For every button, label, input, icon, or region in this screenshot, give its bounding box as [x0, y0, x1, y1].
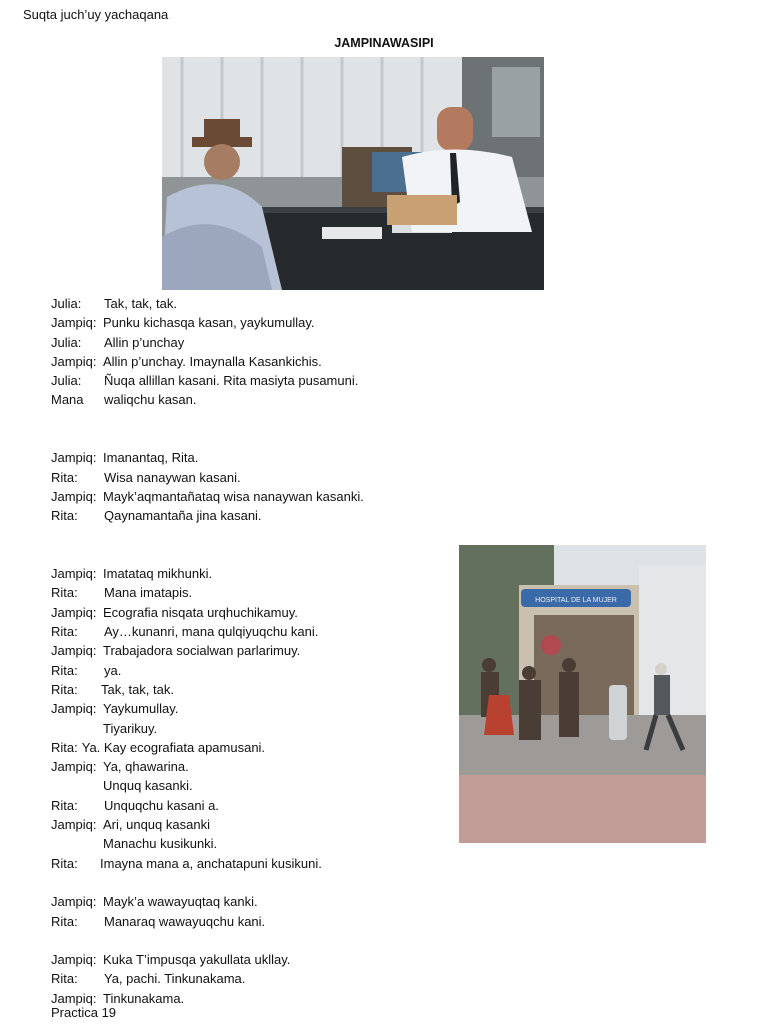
- speaker-label: Jampiq:: [51, 450, 97, 466]
- blank-line: [51, 410, 451, 429]
- dialogue-line: [51, 333, 451, 352]
- dialogue-text: Allin p’unchay: [104, 334, 185, 350]
- dialogue-line: [51, 719, 451, 738]
- hospital-sign-text: HOSPITAL DE LA MUJER: [535, 597, 617, 604]
- dialogue-line: [51, 294, 451, 313]
- speaker-label: Julia:: [51, 334, 82, 350]
- dialogue-text: Unquq kasanki.: [103, 778, 193, 794]
- dialogue-line: [51, 950, 451, 969]
- dialogue-text: Tiyarikuy.: [103, 720, 158, 736]
- dialogue-text: Ecografia nisqata urqhuchikamuy.: [103, 604, 298, 620]
- dialogue-line: [51, 371, 451, 390]
- dialogue-text: Ñuqa allillan kasani. Rita masiyta pusamuni.: [104, 373, 359, 389]
- dialogue-text: Yaykumullay.: [103, 701, 179, 717]
- dialogue-text: Mayk’a wawayuqtaq kanki.: [103, 894, 258, 910]
- dialogue-line: [51, 757, 451, 776]
- dialogue-line: [51, 912, 451, 931]
- dialogue-text: waliqchu kasan.: [104, 392, 197, 408]
- dialogue-line: [51, 352, 451, 371]
- dialogue-line: [51, 448, 451, 467]
- dialogue-text: Ya, pachi. Tinkunakama.: [104, 971, 246, 987]
- dialogue-text: Trabajadora socialwan parlarimuy.: [103, 643, 301, 659]
- dialogue-text: Ya, qhawarina.: [103, 759, 189, 775]
- dialogue-text: Ya. Kay ecografiata apamusani.: [81, 739, 266, 755]
- speaker-label: Rita:: [51, 662, 78, 678]
- blank-line: [51, 545, 451, 564]
- speaker-label: Rita:: [51, 739, 78, 755]
- dialogue-line: [51, 738, 451, 757]
- dialogue-line: [51, 313, 451, 332]
- dialogue-text: Allin p’unchay. Imaynalla Kasankichis.: [103, 353, 322, 369]
- dialogue-text: Mayk’aqmantañataq wisa nanaywan kasanki.: [103, 488, 364, 504]
- page-footer: Practica 19: [51, 1005, 117, 1020]
- speaker-label: Jampiq:: [51, 701, 97, 717]
- dialogue-line: [51, 661, 451, 680]
- speaker-label: Rita:: [51, 797, 78, 813]
- speaker-label: Jampiq:: [51, 566, 97, 582]
- dialogue-line: [51, 680, 451, 699]
- clinic-office-photo: [162, 57, 544, 290]
- speaker-label: Jampiq:: [51, 817, 97, 833]
- blank-line: [51, 931, 451, 950]
- dialogue-line: [51, 506, 451, 525]
- dialogue-text: Tak, tak, tak.: [101, 681, 174, 697]
- dialogue-text: Imanantaq, Rita.: [103, 450, 199, 466]
- speaker-label: Mana: [51, 392, 84, 408]
- speaker-label: Rita:: [51, 508, 78, 524]
- speaker-label: Jampiq:: [51, 894, 97, 910]
- speaker-label: Rita:: [51, 855, 78, 871]
- dialogue-text: Manachu kusikunki.: [103, 836, 218, 852]
- dialogue-line: [51, 603, 451, 622]
- blank-line: [51, 526, 451, 545]
- dialogue-text: Wisa nanaywan kasani.: [104, 469, 241, 485]
- dialogue-text: Ari, unquq kasanki: [103, 817, 210, 833]
- speaker-label: Jampiq:: [51, 952, 97, 968]
- speaker-label: Rita:: [51, 469, 78, 485]
- speaker-label: Rita:: [51, 971, 78, 987]
- speaker-label: Rita:: [51, 913, 78, 929]
- dialogue-text: Kuka T’impusqa yakullata ukllay.: [103, 952, 291, 968]
- dialogue-line: [51, 583, 451, 602]
- dialogue-text: Imatataq mikhunki.: [103, 566, 213, 582]
- dialogue-text: Unquqchu kasani a.: [104, 797, 219, 813]
- dialogue-text: Qaynamantaña jina kasani.: [104, 508, 262, 524]
- dialogue-line: [51, 564, 451, 583]
- dialogue-line: [51, 468, 451, 487]
- dialogue-text: Manaraq wawayuqchu kani.: [104, 913, 266, 929]
- dialogue: [51, 294, 451, 1008]
- speaker-label: Jampiq:: [51, 643, 97, 659]
- speaker-label: Julia:: [51, 296, 82, 311]
- dialogue-text: Punku kichasqa kasan, yaykumullay.: [103, 315, 315, 331]
- speaker-label: Jampiq:: [51, 488, 97, 504]
- dialogue-line: [51, 622, 451, 641]
- dialogue-line: [51, 815, 451, 834]
- speaker-label: Rita:: [51, 585, 78, 601]
- speaker-label: Jampiq:: [51, 759, 97, 775]
- dialogue-line: [51, 854, 451, 873]
- dialogue-line: [51, 487, 451, 506]
- dialogue-text: Imayna mana a, anchatapuni kusikuni.: [100, 855, 322, 871]
- blank-line: [51, 429, 451, 448]
- speaker-label: Jampiq:: [51, 353, 97, 369]
- dialogue-text: ya.: [104, 662, 122, 678]
- speaker-label: Julia:: [51, 373, 82, 389]
- page-title: JAMPINAWASIPI: [334, 36, 434, 50]
- dialogue-line: [51, 641, 451, 660]
- dialogue-text: Ay…kunanri, mana qulqiyuqchu kani.: [104, 624, 319, 640]
- speaker-label: Rita:: [51, 681, 78, 697]
- dialogue-text: Mana imatapis.: [104, 585, 193, 601]
- dialogue-line: [51, 834, 451, 853]
- dialogue-line: [51, 796, 451, 815]
- dialogue-line: [51, 892, 451, 911]
- clinic-office-illustration: [162, 57, 544, 290]
- dialogue-text: Tak, tak, tak.: [104, 296, 177, 311]
- hospital-entrance-photo: [459, 545, 706, 843]
- dialogue-line: [51, 969, 451, 988]
- speaker-label: Jampiq:: [51, 315, 97, 331]
- blank-line: [51, 873, 451, 892]
- page-header: Suqta juch’uy yachaqana: [23, 7, 169, 22]
- speaker-label: Rita:: [51, 624, 78, 640]
- dialogue-text: Tinkunakama.: [103, 990, 185, 1006]
- dialogue-line: [51, 390, 451, 409]
- hospital-entrance-illustration: [459, 545, 706, 843]
- dialogue-line: [51, 699, 451, 718]
- dialogue-line: [51, 776, 451, 795]
- speaker-label: Jampiq:: [51, 990, 97, 1006]
- speaker-label: Jampiq:: [51, 604, 97, 620]
